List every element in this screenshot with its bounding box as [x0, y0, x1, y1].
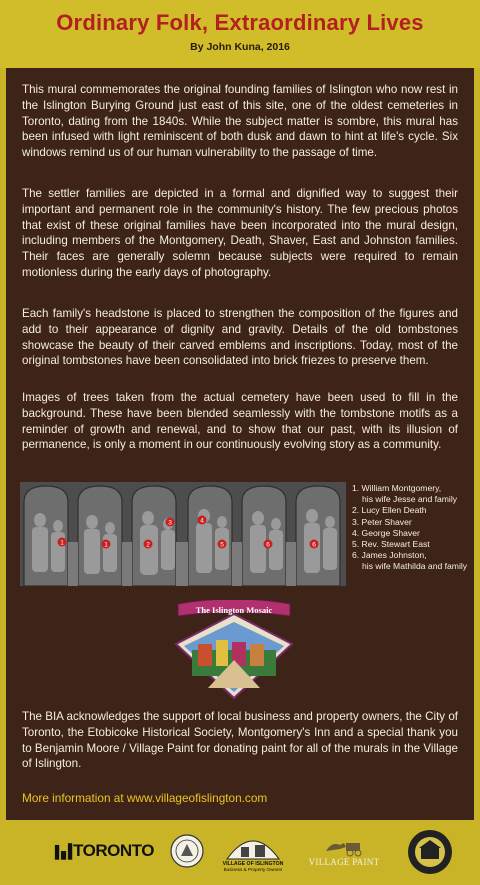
paragraph-headstones: Each family's headstone is placed to strengthen the composition of the figures and add to their appearance of dignity and gravity. Details of the old tombstones showcase the beauty of their carved emblems and inscriptions. Today, most of the original tombstones have been consolidated into brick friezes to preserve them.: [22, 307, 458, 368]
page-title: Ordinary Folk, Extraordinary Lives: [56, 10, 424, 35]
legend-item: 2. Lucy Ellen Death: [352, 505, 427, 516]
mural-marker-label: 3: [168, 519, 172, 527]
horse-carriage-icon: [324, 837, 364, 857]
legend-item: 5. Rev. Stewart East: [352, 539, 430, 550]
inn-seal-icon: [407, 829, 453, 875]
mural-marker-label: 5: [220, 541, 224, 549]
mural-marker-label: 2: [146, 541, 150, 549]
montgomerys-inn-logo: [406, 828, 454, 876]
logo-banner-text: The Islington Mosaic: [195, 605, 273, 615]
toronto-logo: [54, 836, 154, 866]
historical-society-seal: [168, 832, 206, 870]
mural-marker-label: 1: [60, 539, 64, 547]
paragraph-trees: Images of trees taken from the actual cemetery have been used to fill in the background. These have been blended seamlessly with the tombstone motifs as a reminder of growth and renewal, and to show that our past, with its illusion of permanence, is only a moment in our continuously evolving story as a community.: [22, 391, 458, 452]
acknowledgement: The BIA acknowledges the support of local business and property owners, the City of Toronto, the Etobicoke Historical Society, Montgomery's Inn and a special thank you to Benjamin Moore / Village Paint for donating paint for all of the murals in the Village of Islington.: [22, 710, 458, 771]
village-paint-name: VILLAGE PAINT: [308, 857, 380, 867]
mural-marker-label: 4: [200, 517, 204, 525]
seal-icon: [170, 834, 204, 868]
legend-item: 4. George Shaver: [352, 527, 420, 538]
mural-marker-label: 6: [312, 541, 316, 549]
paragraph-intro: This mural commemorates the original founding families of Islington who now rest in the Islington Burying Ground just east of this site, one of the oldest cemeteries in Toronto, dating from the 1840s. While the subject matter is sombre, this mural has been infused with light reminiscent of both dusk and dawn to hint at life's cycle. Six windows remind us of our human vulnerability to the passage of time.: [22, 83, 458, 160]
paragraph-families: The settler families are depicted in a formal and dignified way to suggest their important and permanent role in the community's history. The few precious photos that exist of these original families have been incorporated into the mural design, including members of the Montgomery, Death, Shaver, East and Johnston families. Their faces are generally solemn because subjects were required to remain motionless during the early days of photography.: [22, 187, 458, 279]
city-hall-icon: [54, 840, 73, 862]
byline: By John Kuna, 2016: [190, 41, 290, 53]
more-info-link[interactable]: More information at www.villageofislington.com: [22, 791, 268, 805]
mural-legend: [352, 483, 476, 573]
legend-item: 1. William Montgomery, his wife Jesse and family: [352, 483, 458, 505]
legend-item: 3. Peter Shaver: [352, 516, 412, 527]
village-emblem-icon: [225, 831, 281, 861]
header: [0, 0, 480, 68]
islington-mosaic-logo: [168, 600, 300, 700]
toronto-wordmark: TORONTO: [73, 841, 154, 860]
village-subtitle: Business & Property Owners: [223, 866, 283, 872]
village-paint-logo: [306, 832, 382, 872]
village-name: VILLAGE OF ISLINGTON: [222, 860, 284, 867]
mural-marker-label: 1: [104, 541, 108, 549]
mural-marker-label: 6: [266, 541, 270, 549]
village-of-islington-logo: [218, 828, 288, 874]
mural-image: [20, 482, 346, 586]
sponsor-bar: [6, 822, 474, 879]
legend-item: 6. James Johnston, his wife Mathilda and family: [352, 550, 468, 572]
